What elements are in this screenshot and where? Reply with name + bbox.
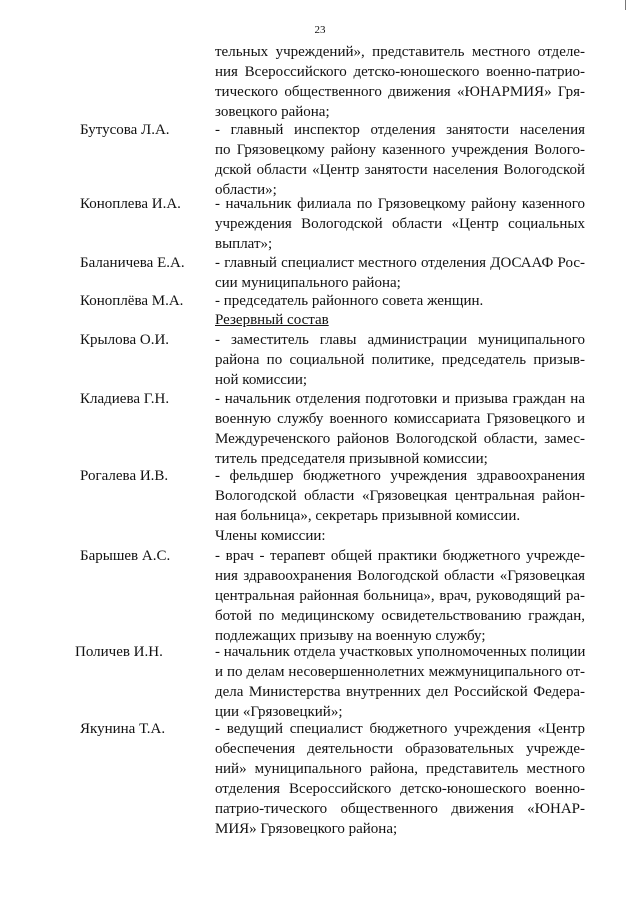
reserve-heading: Резервный состав (215, 312, 329, 328)
member-description (215, 253, 585, 293)
text-line: зовецкого района; (215, 104, 330, 120)
text-line: - главный инспектор отделения занятости населения (215, 122, 585, 138)
text-line: - ведущий специалист бюджетного учреждения «Центр (215, 721, 585, 737)
text-line: тического общественного движения «ЮНАРМИЯ» Гря- (215, 84, 585, 100)
text-line: учреждения Вологодской области «Центр социальных (215, 216, 585, 232)
member-name: Коноплева И.А. (80, 196, 181, 212)
member-name: Коноплёва М.А. (80, 293, 184, 309)
member-description (215, 330, 585, 390)
text-line: ний» муниципального района, представитель местного (215, 761, 585, 777)
text-line: ная больница», секретарь призывной комиссии. (215, 508, 521, 524)
text-line: области»; (215, 182, 277, 198)
member-description (215, 466, 585, 526)
member-name: Кладиева Г.Н. (80, 391, 170, 407)
text-line: ции «Грязовецкий»; (215, 704, 343, 720)
text-line: района по социальной политике, председатель призыв- (215, 352, 585, 368)
member-name: Барышев А.С. (80, 548, 171, 564)
text-line: титель председателя призывной комиссии; (215, 451, 488, 467)
text-line: дела Министерства внутренних дел Российской Федера- (215, 684, 585, 700)
text-line: - председатель районного совета женщин. (215, 293, 484, 309)
text-line: - начальник филиала по Грязовецкому району казенного (215, 196, 585, 212)
text-line: - врач - терапевт общей практики бюджетного учрежде- (215, 548, 585, 564)
member-name: Рогалева И.В. (80, 468, 169, 484)
text-line: ботой по медицинскому освидетельствованию граждан, (215, 608, 585, 624)
text-line: - главный специалист местного отделения ДОСААФ Рос- (215, 255, 585, 271)
member-name: Баланичева Е.А. (80, 255, 185, 271)
member-description (215, 291, 585, 311)
text-line: по Грязовецкому району казенного учреждения Волого- (215, 142, 585, 158)
member-description (215, 120, 585, 200)
text-line: центральная районная больница», врач, руководящий ра- (215, 588, 585, 604)
member-name: Якунина Т.А. (80, 721, 166, 737)
text-line: - фельдшер бюджетного учреждения здравоохранения (215, 468, 585, 484)
member-description (215, 719, 585, 839)
text-line: подлежащих призыву на военную службу; (215, 628, 486, 644)
member-description (215, 546, 585, 646)
text-line: Междуреченского районов Вологодской области, замес- (215, 431, 585, 447)
text-line: отделения Всероссийского детско-юношеского военно- (215, 781, 585, 797)
intro-text (215, 42, 585, 122)
member-name: Бутусова Л.А. (80, 122, 170, 138)
text-line: выплат»; (215, 236, 273, 252)
text-line: ной комиссии; (215, 372, 308, 388)
member-name: Поличев И.Н. (75, 644, 163, 660)
text-line: ния здравоохранения Вологодской области «Грязовецкая (215, 568, 585, 584)
text-line: патрио-тического общественного движения «ЮНАР- (215, 801, 585, 817)
corner-mark (625, 0, 626, 10)
member-description (215, 389, 585, 469)
text-line: - начальник отделения подготовки и призыва граждан на (215, 391, 585, 407)
text-line: - начальник отдела участковых уполномоченных полиции (215, 644, 585, 660)
text-line: тельных учреждений», представитель местного отделе- (215, 44, 585, 60)
text-line: военную службу военного комиссариата Грязовецкого и (215, 411, 585, 427)
member-description (215, 642, 585, 722)
text-line: МИЯ» Грязовецкого района; (215, 821, 398, 837)
member-name: Крылова О.И. (80, 332, 170, 348)
member-description (215, 194, 585, 254)
text-line: сии муниципального района; (215, 275, 401, 291)
text-line: обеспечения деятельности образовательных учрежде- (215, 741, 585, 757)
text-line: Вологодской области «Грязовецкая центральная район- (215, 488, 585, 504)
text-line: и по делам несовершеннолетних межмуниципального от- (215, 664, 585, 680)
text-line: - заместитель главы администрации муниципального (215, 332, 585, 348)
text-line: дской области «Центр занятости населения Вологодской (215, 162, 585, 178)
page-number: 23 (314, 24, 326, 36)
text-line: ния Всероссийского детско-юношеского военно-патрио- (215, 64, 585, 80)
commission-heading: Члены комиссии: (215, 528, 326, 544)
